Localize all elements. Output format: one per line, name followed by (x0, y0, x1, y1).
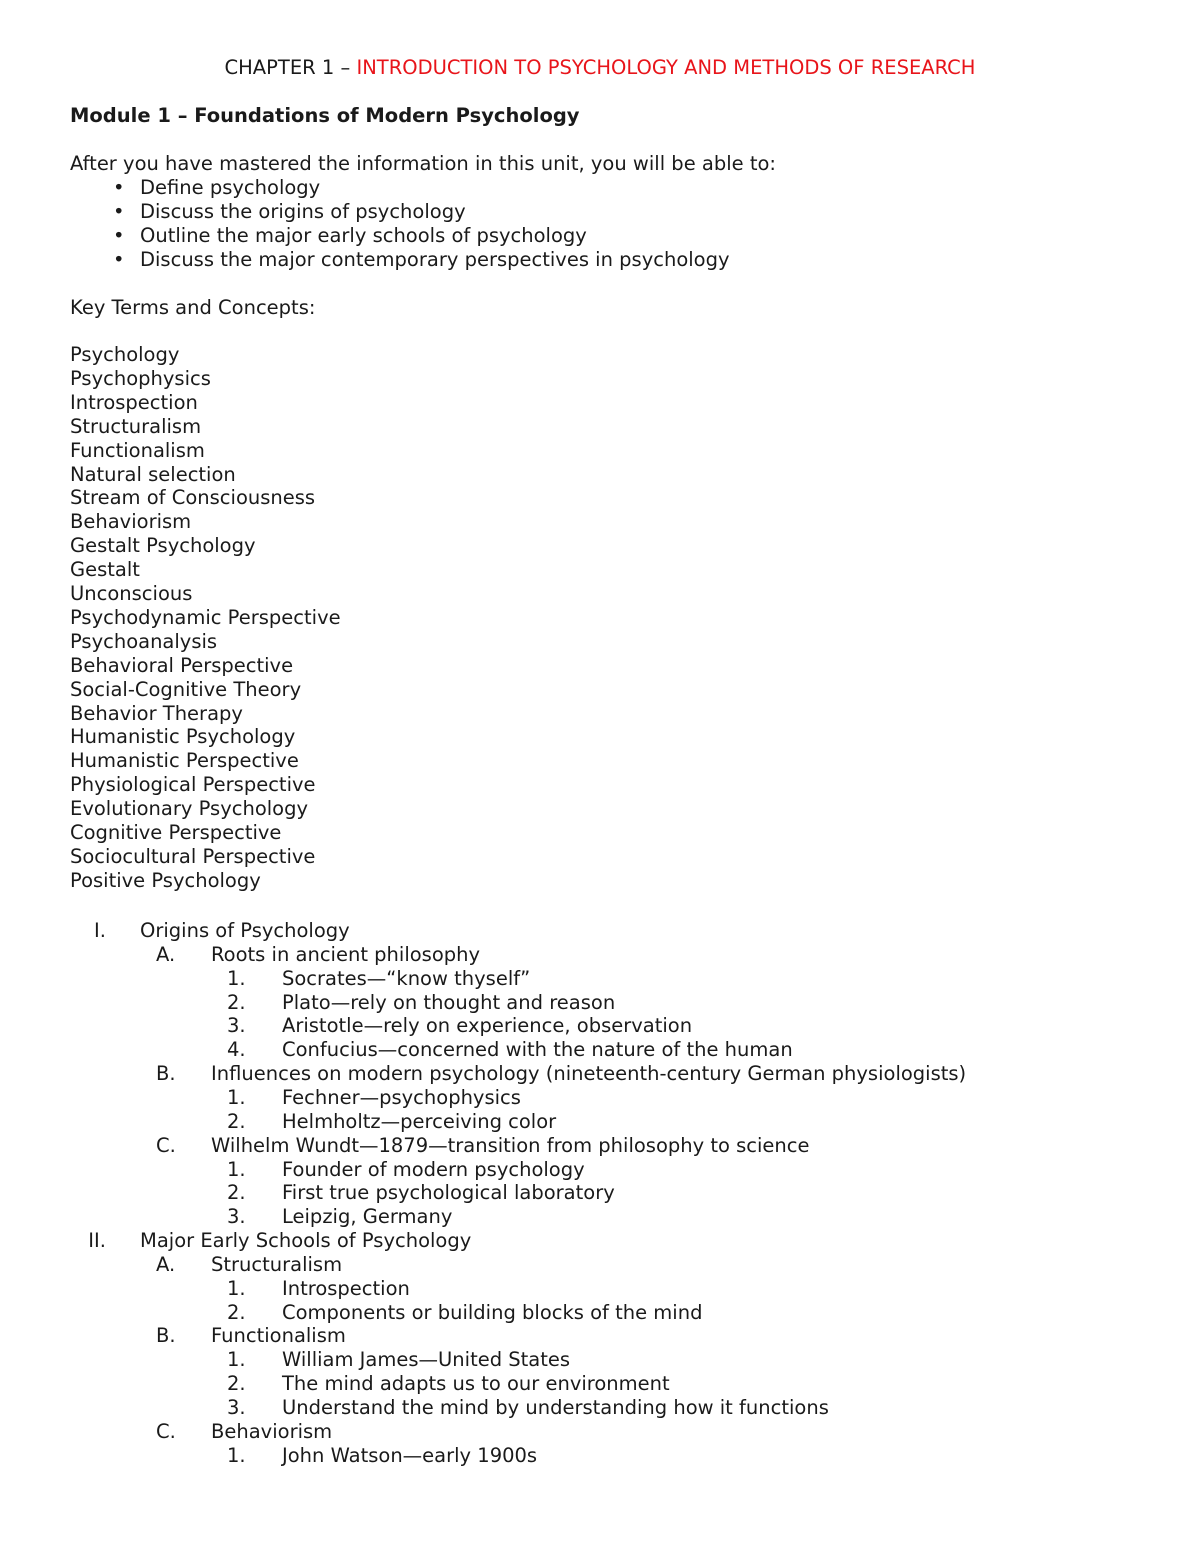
key-term: Positive Psychology (70, 868, 261, 892)
outline-item-level-2 (0, 943, 1200, 967)
key-term: Stream of Consciousness (70, 486, 316, 510)
outline-text: Confucius—concerned with the nature of the human (282, 1038, 793, 1062)
outline-text: Major Early Schools of Psychology (140, 1229, 472, 1253)
bullet-icon: • (113, 248, 125, 271)
chapter-prefix: CHAPTER 1 – (224, 56, 357, 79)
outline-marker: I. (94, 919, 106, 942)
key-term: Natural selection (70, 462, 236, 486)
outline-item-level-2 (0, 1324, 1200, 1348)
key-term: Psychology (70, 343, 180, 366)
outline-marker: C. (156, 1133, 176, 1157)
key-term: Psychophysics (70, 366, 211, 390)
outline-marker: B. (156, 1062, 176, 1086)
outline-item-level-3 (0, 1181, 1200, 1205)
outline-item-level-3 (0, 991, 1200, 1015)
chapter-title-text: INTRODUCTION TO PSYCHOLOGY AND METHODS OF RESEARCH (356, 56, 976, 79)
key-term: Humanistic Psychology (70, 725, 296, 749)
outline-text: Origins of Psychology (140, 919, 350, 942)
module-title: Module 1 – Foundations of Modern Psychology (70, 104, 580, 127)
key-term: Behavioral Perspective (70, 653, 294, 677)
key-term: Gestalt Psychology (70, 534, 256, 558)
outline-marker: 1. (227, 1085, 246, 1109)
key-term: Cognitive Perspective (70, 821, 282, 844)
outline-item-level-2 (0, 1253, 1200, 1277)
outline-text: Influences on modern psychology (nineteenth-century German physiologists) (211, 1062, 967, 1086)
outline-marker: 1. (227, 1157, 246, 1181)
key-term: Functionalism (70, 438, 205, 462)
bullet-icon: • (113, 176, 125, 199)
outline-item-level-3 (0, 1205, 1200, 1229)
outline-item-level-3 (0, 1396, 1200, 1420)
outline-marker: 1. (227, 966, 246, 990)
outline-item-level-3 (0, 1014, 1200, 1038)
key-term: Introspection (70, 390, 198, 414)
objective-text: Outline the major early schools of psychology (140, 224, 587, 247)
outline-item-level-2 (0, 1062, 1200, 1086)
outline-item-level-3 (0, 1110, 1200, 1134)
key-term: Evolutionary Psychology (70, 797, 309, 821)
outline-marker: 1. (227, 1348, 246, 1372)
outline-text: William James—United States (282, 1348, 571, 1372)
outline-text: Structuralism (211, 1252, 343, 1276)
outline-text: John Watson—early 1900s (282, 1443, 538, 1467)
outline-text: Introspection (282, 1276, 410, 1300)
outline-text: Fechner—psychophysics (282, 1085, 521, 1109)
outline-text: Wilhelm Wundt—1879—transition from philosophy to science (211, 1133, 810, 1157)
objectives-intro: After you have mastered the information in this unit, you will be able to: (70, 152, 776, 175)
key-term: Behavior Therapy (70, 701, 243, 725)
key-term: Psychodynamic Perspective (70, 605, 341, 629)
outline-marker: A. (156, 942, 176, 966)
outline-marker: II. (88, 1229, 106, 1253)
outline-item-level-3 (0, 1444, 1200, 1468)
key-term: Social-Cognitive Theory (70, 677, 302, 701)
outline-marker: 3. (227, 1014, 246, 1038)
outline-text: The mind adapts us to our environment (282, 1372, 670, 1396)
bullet-icon: • (113, 200, 125, 223)
outline-marker: 2. (227, 1109, 246, 1133)
outline-item-level-1 (0, 1229, 1200, 1253)
outline-marker: B. (156, 1324, 176, 1348)
objective-text: Discuss the origins of psychology (140, 200, 466, 223)
outline-marker: 1. (227, 1443, 246, 1467)
outline-text: Components or building blocks of the mind (282, 1300, 703, 1324)
outline-marker: 4. (227, 1038, 246, 1062)
outline-text: Behaviorism (211, 1419, 333, 1443)
outline-item-level-3 (0, 1086, 1200, 1110)
outline-item-level-3 (0, 1277, 1200, 1301)
outline-item-level-3 (0, 1158, 1200, 1182)
outline-marker: 3. (227, 1396, 246, 1419)
objective-text: Define psychology (140, 176, 321, 199)
outline-marker: 2. (227, 1372, 246, 1396)
outline-marker: 2. (227, 1181, 246, 1205)
key-term: Structuralism (70, 414, 202, 438)
objective-text: Discuss the major contemporary perspectives in psychology (140, 248, 730, 271)
key-term: Psychoanalysis (70, 629, 218, 653)
chapter-title (0, 56, 1200, 80)
outline-text: Plato—rely on thought and reason (282, 990, 616, 1014)
outline-text: Functionalism (211, 1324, 346, 1348)
outline-text: Aristotle—rely on experience, observation (282, 1014, 693, 1038)
outline-text: Leipzig, Germany (282, 1205, 453, 1229)
outline-item-level-3 (0, 967, 1200, 991)
outline-item-level-3 (0, 1348, 1200, 1372)
outline-item-level-2 (0, 1134, 1200, 1158)
key-term: Humanistic Perspective (70, 749, 299, 773)
outline-item-level-3 (0, 1301, 1200, 1325)
outline-marker: A. (156, 1252, 176, 1276)
outline-marker: 3. (227, 1205, 246, 1229)
outline-item-level-2 (0, 1420, 1200, 1444)
outline-item-level-1 (0, 919, 1200, 943)
key-terms-heading: Key Terms and Concepts: (70, 296, 316, 319)
outline-text: Roots in ancient philosophy (211, 942, 481, 966)
outline-marker: 2. (227, 1300, 246, 1324)
outline-item-level-3 (0, 1372, 1200, 1396)
outline-item-level-3 (0, 1038, 1200, 1062)
outline-text: Understand the mind by understanding how it functions (282, 1396, 829, 1419)
key-term: Sociocultural Perspective (70, 844, 316, 868)
key-term: Unconscious (70, 582, 193, 605)
outline-marker: 2. (227, 990, 246, 1014)
outline-text: Helmholtz—perceiving color (282, 1109, 557, 1133)
key-term: Behaviorism (70, 510, 192, 534)
outline-text: Founder of modern psychology (282, 1157, 585, 1181)
outline-text: First true psychological laboratory (282, 1181, 615, 1205)
key-term: Gestalt (70, 558, 140, 582)
bullet-icon: • (113, 224, 125, 247)
outline-marker: C. (156, 1419, 176, 1443)
outline-text: Socrates—“know thyself” (282, 966, 531, 990)
key-term: Physiological Perspective (70, 773, 316, 797)
outline-marker: 1. (227, 1276, 246, 1300)
